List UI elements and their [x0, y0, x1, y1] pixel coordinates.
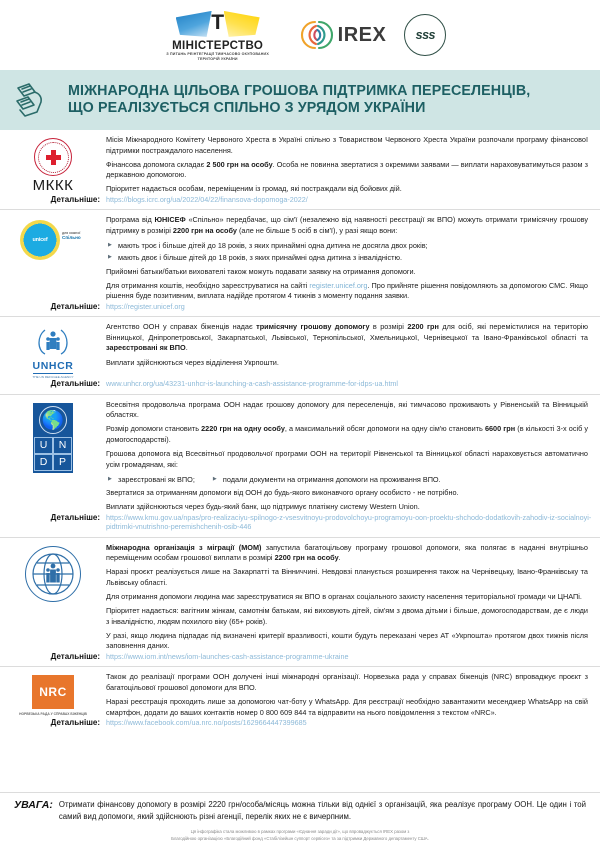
list-item: ▶ зареєстровані як ВПО; [106, 474, 195, 485]
unicef-logo-subtitle: для кожної Спільно [62, 231, 81, 240]
paragraph: Всесвітня продовольча програма ООН надає грошову допомогу для переселенців, які тимчасово проживають у Рівненській та Вінницькій областях. [106, 399, 588, 420]
paragraph: Пріоритет надається особам, переміщеним із громад, які постраждали від бойових дій. [106, 184, 402, 194]
paragraph: Виплати здійснюються через будь-який банк, що підтримує платіжну систему Western Union. [106, 502, 420, 512]
paragraph: Агентство ООН у справах біженців надає тримісячну грошову допомогу в розмірі 2200 грн для осіб, які перемістилися на територію Вінницької, Дніпропетровської, Закарпатської, Львівської, Тернопільської, Хмельницької, Чернівецької та Івано-Франківської області та зареєстровані як ВПО. [106, 322, 588, 353]
unhcr-body [106, 322, 592, 368]
list-item: ▶ мають двоє і більше дітей до 18 років, з яких принаймні одна дитина з інвалідністю. [106, 252, 588, 263]
paragraph: У разі, якщо людина підпадає під визначені критерії вразливості, кошти будуть переказані через АТ «Укрпошта» протягом двох тижнів після заповнення даних. [106, 630, 588, 651]
banner [0, 70, 600, 130]
nrc-body [106, 672, 592, 718]
program-row-undp [0, 395, 600, 513]
unicef-link[interactable]: https://register.unicef.org [106, 301, 185, 311]
paragraph: Прийомні батьки/батьки вихователі також можуть подавати заявку на отримання допомоги. [106, 266, 416, 276]
sss-logo-name: sss [415, 28, 436, 42]
warning-label: УВАГА: [14, 799, 53, 812]
icrc-logo-name: МККК [32, 177, 74, 194]
nrc-more [0, 718, 600, 731]
paragraph: Міжнародна організація з міграції (МОМ) запустила багатоцільову програму грошової допомоги, яка полягає в наданні внутрішньо переміщеним особам грошової виплати в розмірі 2200 грн на особу. [106, 542, 588, 563]
program-rows [0, 130, 600, 792]
icrc-body [106, 135, 592, 195]
more-label: Детальніше: [50, 652, 100, 662]
unhcr-link[interactable]: www.unhcr.org/ua/43231-unhcr-is-launching-a-cash-assistance-programme-for-idps-ua.html [106, 379, 399, 389]
paragraph: Звертатися за отриманням допомоги від ООН до будь-якого виконавчого органу особисто - не потрібно. [106, 488, 459, 498]
irex-logo-name: IREX [337, 23, 387, 46]
icrc-link[interactable]: https://blogs.icrc.org/ua/2022/04/22/finansova-dopomoga-2022/ [106, 194, 308, 204]
paragraph: Розмір допомоги становить 2220 грн на одну особу, а максимальний обсяг допомоги на одну сім'ю становить 6600 грн (в кількості 3-х осіб у домогосподарстві). [106, 424, 589, 444]
banner-title-line2: ЩО РЕАЛІЗУЄТЬСЯ СПІЛЬНО З УРЯДОМ УКРАЇНИ [68, 100, 426, 116]
warning-block [14, 799, 586, 822]
more-label: Детальніше: [50, 379, 100, 389]
iom-globe-icon [25, 546, 81, 602]
iom-body [106, 543, 592, 652]
more-label: Детальніше: [50, 301, 100, 311]
program-row-iom [0, 538, 600, 652]
logo-bar [0, 0, 600, 70]
undp-bullets [106, 474, 588, 485]
list-item: ▶ мають троє і більше дітей до 18 років, з яких принаймні одна дитина не досягла двох років; [106, 240, 588, 251]
unhcr-icon [33, 325, 73, 359]
nrc-logo-subtitle: НОРВЕЗЬКА РАДА У СПРАВАХ БІЖЕНЦІВ [19, 711, 87, 716]
paragraph: Для отримання коштів, необхідно зареєструватися на сайті register.unicef.org. Про прийняте рішення повідомляють за допомогою СМС. Якщо рішення буде позитивним, виплата надійде протягом 4 тижнів з моменту подання заявки. [106, 280, 588, 301]
nrc-icon [32, 675, 74, 709]
ministry-logo-subtitle: З ПИТАНЬ РЕІНТЕГРАЦІЇ ТИМЧАСОВО ОКУПОВАНИХ ТЕРИТОРІЙ УКРАЇНИ [166, 51, 269, 61]
program-row-unhcr [0, 317, 600, 379]
undp-icon: 🌎 U N D P [33, 403, 73, 473]
paragraph: Для отримання допомоги людина має зареєструватися як ВПО в органах соціального захисту населення територіальної громади чи ЦНАПі. [106, 592, 582, 602]
nrc-logo-name: NRC [39, 685, 67, 700]
nrc-link[interactable]: https://www.facebook.com/ua.nrc.no/posts/1629664447399685 [106, 718, 307, 728]
iom-logo [0, 543, 106, 602]
ministry-logo-name: МІНІСТЕРСТВО [172, 39, 264, 52]
icrc-logo [0, 135, 106, 194]
irex-logo [300, 18, 387, 52]
program-row-nrc [0, 667, 600, 718]
paragraph: Наразі реєстрація проходить лише за допомогою чат-боту у WhatsApp. Для реєстрації необхідно завантажити месенджер WhatsApp на свій смартфон, додати до ваших контактів номер 0 800 609 844 та відправити на нього повідомлення з текстом «NRC». [106, 697, 588, 717]
unhcr-logo [0, 322, 106, 379]
undp-link[interactable]: https://www.kmu.gov.ua/npas/pro-realizaciyu-spilnogo-z-vsesvitnoyu-prodovolchoyu-programoyu-oon-proektu-shchodo-dodatkovih-zahodiv-iz-socialnoyi-pidtrimki-vnutrishno-peremishchenih-osib-446 [106, 512, 592, 532]
banner-title-line1: МІЖНАРОДНА ЦІЛЬОВА ГРОШОВА ПІДТРИМКА ПЕРЕСЕЛЕНЦІВ, [68, 83, 531, 99]
more-label: Детальніше: [50, 718, 100, 728]
iom-more [0, 652, 600, 667]
paragraph: Також до реалізації програми ООН долучені інші міжнародні організації. Норвезька рада у справах біженців (NRC) впроваджує проєкт з багатоцільової грошової допомоги для ВПО. [106, 672, 588, 693]
unicef-inline-link[interactable]: register.unicef.org [309, 280, 368, 290]
sss-logo [404, 14, 446, 56]
paragraph: Програма від ЮНІСЕФ «Спільно» передбачає, що сім'ї (незалежно від наявності реєстрації як ВПО) можуть отримати тримісячну грошову підтримку в розмірі 2200 грн на особу (але не більше 5 осіб в сім'ї), у разі якщо вони: [106, 215, 589, 235]
footer [0, 792, 600, 848]
banner-title [68, 83, 530, 117]
paragraph: Фінансова допомога складає 2 500 грн на особу. Особа не повинна звертатися з окремими заявами — виплати нараховуватимуться разом з державною допомогою. [106, 159, 588, 180]
more-label: Детальніше: [50, 194, 100, 204]
undp-more [0, 513, 600, 538]
unicef-bullets [106, 240, 588, 263]
hand-with-money-icon [0, 81, 62, 119]
credits [14, 829, 586, 842]
credits-line-2: Благодійною організацією «Благодійний фонд «Стабілізейшн суппорт сервісез» та за підтримки Державного департаменту США. [171, 835, 429, 841]
undp-body [106, 400, 592, 513]
undp-logo [0, 400, 106, 473]
paragraph: Виплати здійснюються через відділення Укрпошти. [106, 357, 279, 367]
list-item: ▶ подали документи на отримання допомоги на проживання ВПО. [211, 474, 441, 485]
more-label: Детальніше: [50, 512, 100, 522]
ministry-logo [154, 9, 282, 61]
ukraine-ministry-emblem-icon: Т [172, 9, 264, 39]
unicef-body [106, 215, 592, 301]
irex-waves-icon [300, 18, 334, 52]
paragraph: Місія Міжнародного Комітету Червоного Хреста в Україні спільно з Товариством Червоного Хреста України розпочали програму фінансової підтримки постраждалого населення. [106, 135, 588, 155]
unicef-more [0, 302, 600, 317]
paragraph: Наразі проєкт реалізується лише на Закарпатті та Вінниччині. Невдовзі планується розширення також на Чернівецьку, Івано-Франківську та Львівську області. [106, 567, 588, 587]
credits-line-1: Ця інфографіка стала можливою в рамках програми «Єднання заради дії», що впроваджується IREX разом з [190, 829, 410, 835]
unhcr-logo-subtitle: THE UN REFUGEE AGENCY [32, 375, 74, 380]
unhcr-logo-name: UNHCR [32, 360, 74, 373]
red-cross-icon [34, 138, 72, 176]
unhcr-more [0, 379, 600, 394]
icrc-more [0, 195, 600, 210]
nrc-logo [0, 672, 106, 716]
paragraph: Пріоритет надається: вагітним жінкам, самотнім батькам, які виховують дітей, сім'ям з двома дітьми і більше, домогосподарствам, де є люди з інвалідністю, людям похилого віку (65+ років). [106, 606, 588, 626]
iom-link[interactable]: https://www.iom.int/news/iom-launches-cash-assistance-programme-ukraine [106, 652, 349, 662]
paragraph: Грошова допомога від Всесвітньої продовольчої програми ООН на території Рівненської та Вінницької області нараховується автоматично усім громадянам, які: [106, 449, 588, 469]
unicef-logo-name: unicef [32, 237, 48, 244]
program-row-unicef [0, 210, 600, 301]
warning-text: Отримати фінансову допомогу в розмірі 2220 грн/особа/місяць можна тільки від однієї з організацій, яка реалізує програму ООН. Це один і той самий вид допомоги, який здійснюють різні агенції, перелік яких не є вичерпним. [58, 800, 586, 821]
unicef-spilno-icon [16, 218, 90, 262]
unicef-logo [0, 215, 106, 262]
program-row-icrc [0, 130, 600, 195]
